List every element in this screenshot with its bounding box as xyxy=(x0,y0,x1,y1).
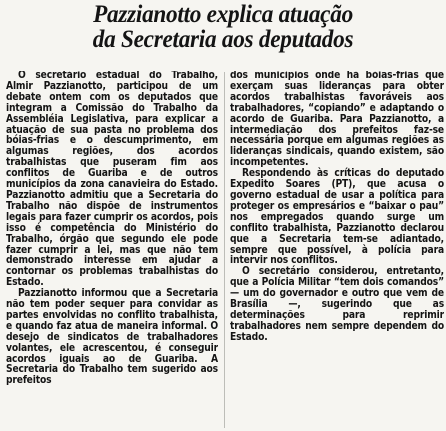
paragraph: Pazzianotto informou que a Secretaria não tem poder sequer para convidar as partes envolvidas no conflito trabalhista, e quando faz atua de maneira informal. O desejo de sindicatos de trabalhadores volantes, ele acrescentou, é conseguir acordos iguais ao de Guariba. A Secretaria do Trabalho tem sugerido aos prefeitos xyxy=(6,288,218,387)
article-column-right xyxy=(230,71,444,429)
paragraph-continuation: dos municípios onde há bóias-frias que exerçam suas lideranças para obter acordos trabalhistas favoráveis aos trabalhadores, “copiando” e adaptando o acordo de Guariba. Para Pazzianotto, a intermediação dos prefeitos faz-se necessária porque em algumas regiões as lideranças sindicais, quando existem, são incompetentes. xyxy=(230,71,444,169)
paragraph: O secretário considerou, entretanto, que a Polícia Militar “tem dois comandos” — um do governador e outro que vem de Brasília —, sugerindo que as determinações para reprimir trabalhadores nem sempre dependem do Estado. xyxy=(230,266,444,343)
headline-line-2: da Secretaria aos deputados xyxy=(92,26,354,53)
paragraph: Respondendo às críticas do deputado Expedito Soares (PT), que acusa o governo estadual de usar a política para proteger os empresários e “baixar o pau” nos empregados quando surge um conflito trabalhista, Pazzianotto declarou que a Secretaria tem-se adiantado, sempre que possível, à polícia para intervir nos conflitos. xyxy=(230,168,444,267)
column-divider xyxy=(224,72,225,428)
paragraph: O secretário estadual do Trabalho, Almir Pazzianotto, participou de um debate ontem com os deputados que integram a Comissão do Trabalho da Assembléia Legislativa, para explicar a atuação de sua pasta no problema dos bóias-frias e o descumprimento, em algumas regiões, dos acordos trabalhistas que puseram fim aos conflitos de Guariba e de outros municípios da zona canavieira do Estado. Pazzianotto admitiu que a Secretaria do Trabalho não dispõe de instrumentos legais para fazer cumprir os acordos, pois isso é competência do Ministério do Trabalho, órgão que segundo ele pode fazer cumprir a lei, mas que não tem demonstrado interesse em ajudar a contornar os problemas trabalhistas do Estado. xyxy=(6,71,218,289)
article-column-left xyxy=(6,71,218,429)
headline xyxy=(16,2,431,52)
headline-line-1: Pazzianotto explica atuação xyxy=(93,1,353,28)
